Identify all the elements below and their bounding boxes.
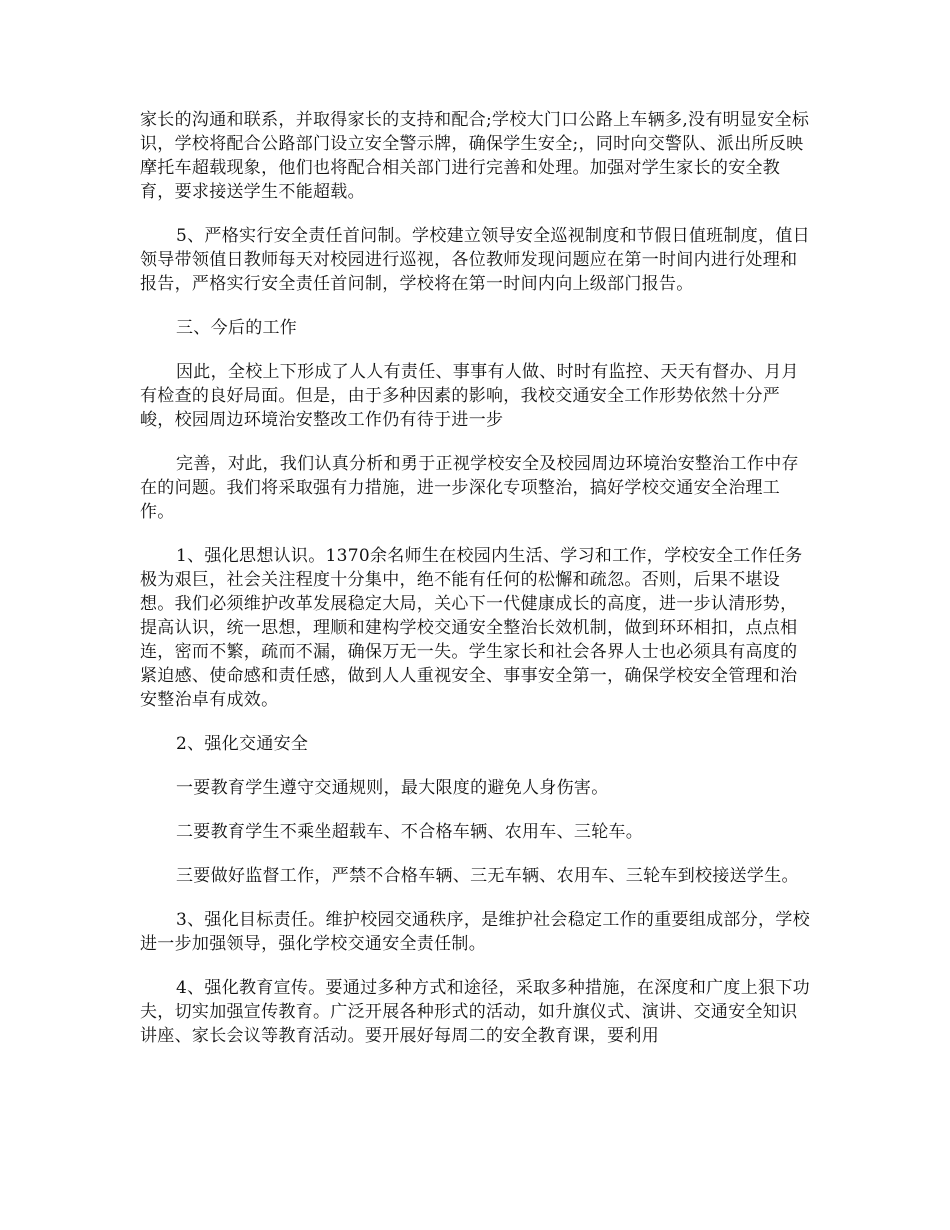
- paragraph-first-responsibility: 5、严格实行安全责任首问制。学校建立领导安全巡视制度和节假日值班制度，值日领导带领值日教师每天对校园进行巡视，各位教师发现问题应在第一时间内进行处理和报告，严格实行安全责任首问制，学校将在第一时间内向上级部门报告。: [140, 226, 810, 294]
- subheading-traffic-safety: 2、强化交通安全: [176, 734, 309, 754]
- paragraph-no-overloaded-vehicles: 二要教育学生不乘坐超载车、不合格车辆、农用车、三轮车。: [176, 822, 644, 842]
- section-heading-future-work: 三、今后的工作: [176, 318, 298, 338]
- paragraph-supervision: 三要做好监督工作，严禁不合格车辆、三无车辆、农用车、三轮车到校接送学生。: [176, 866, 799, 886]
- paragraph-improvement: 完善，对此，我们认真分析和勇于正视学校安全及校园周边环境治安整治工作中存在的问题。我们将采取强有力措施，进一步深化专项整治，搞好学校交通安全治理工作。: [140, 454, 799, 522]
- paragraph-target-responsibility: 3、强化目标责任。维护校园交通秩序，是维护社会稳定工作的重要组成部分，学校进一步加强领导，强化学校交通安全责任制。: [140, 910, 810, 954]
- paragraph-traffic-rules: 一要教育学生遵守交通规则，最大限度的避免人身伤害。: [176, 778, 609, 798]
- paragraph-parent-communication: 家长的沟通和联系，并取得家长的支持和配合;学校大门口公路上车辆多,没有明显安全标识，学校将配合公路部门设立安全警示牌，确保学生安全;，同时向交警队、派出所反映摩托车超载现象，他们也将配合相关部门进行完善和处理。加强对学生家长的安全教育，要求接送学生不能超载。: [140, 110, 810, 202]
- paragraph-strengthen-awareness: 1、强化思想认识。1370余名师生在校园内生活、学习和工作，学校安全工作任务极为艰巨，社会关注程度十分集中，绝不能有任何的松懈和疏忽。否则，后果不堪设想。我们必须维护改革发展稳定大局，关心下一代健康成长的高度，进一步认清形势，提高认识，统一思想，理顺和建构学校交通安全整治长效机制，做到环环相扣，点点相连，密而不繁，疏而不漏，确保万无一失。学生家长和社会各界人士也必须具有高度的紧迫感、使命感和责任感，做到人人重视安全、事事安全第一，确保学校安全管理和治安整治卓有成效。: [140, 546, 803, 710]
- document-page: [140, 108, 812, 1068]
- paragraph-current-situation: 因此，全校上下形成了人人有责任、事事有人做、时时有监控、天天有督办、月月有检查的良好局面。但是，由于多种因素的影响，我校交通安全工作形势依然十分严峻，校园周边环境治安整改工作仍有待于进一步: [140, 362, 799, 430]
- paragraph-education-publicity: 4、强化教育宣传。要通过多种方式和途径，采取多种措施，在深度和广度上狠下功夫，切实加强宣传教育。广泛开展各种形式的活动，如升旗仪式、演讲、交通安全知识讲座、家长会议等教育活动。要开展好每周二的安全教育课，要利用: [140, 978, 810, 1046]
